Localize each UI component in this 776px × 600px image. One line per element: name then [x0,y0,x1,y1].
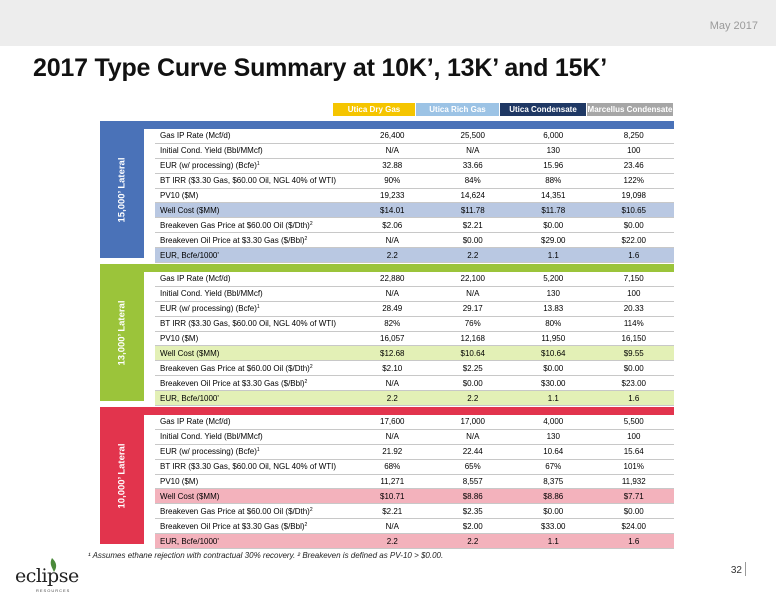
row-label-text: PV10 ($M) [160,334,199,343]
row-label [155,203,352,218]
footnote: ¹ Assumes ethane rejection with contractual 30% recovery. ² Breakeven is defined as PV-10 > $0.00. [88,551,444,560]
row-label [155,272,352,286]
row-label-text: Initial Cond. Yield (Bbl/MMcf) [160,432,263,442]
column-header-utica-rich-gas: Utica Rich Gas [416,103,499,116]
row-label-text: EUR (w/ processing) (Bcfe) [160,447,257,457]
table-cell: 122% [594,173,675,188]
table-cell: 32.88 [352,158,433,173]
row-label [155,301,352,316]
row-label-text: Breakeven Gas Price at $60.00 Oil ($/Dth) [160,506,310,516]
table-cell: $8.86 [433,489,514,504]
row-label [155,519,352,534]
table-cell: 1.6 [594,248,675,263]
table-cell: 1.1 [513,391,594,406]
row-label [155,286,352,301]
row-label [155,331,352,346]
table-cell: 21.92 [352,444,433,459]
row-label [155,504,352,519]
table-row [155,286,674,301]
row-label [155,218,352,233]
table-cell: 8,250 [594,129,675,143]
section-13000-lateral [100,264,674,401]
row-label [155,415,352,429]
row-label-text: PV10 ($M) [160,191,199,200]
table-row [155,519,674,534]
table-cell: $33.00 [513,519,594,534]
table-cell: $10.64 [433,346,514,361]
table-cell: $0.00 [594,504,675,519]
row-label-text: Gas IP Rate (Mcf/d) [160,131,231,141]
table-cell: $2.06 [352,218,433,233]
row-label [155,459,352,474]
table-cell: 130 [513,286,594,301]
table-cell: $0.00 [433,376,514,391]
row-label-text: Well Cost ($MM) [160,491,220,501]
table-cell: 22,100 [433,272,514,286]
table-cell: $8.86 [513,489,594,504]
table-cell: 16,057 [352,331,433,346]
table-cell: N/A [352,286,433,301]
row-label [155,346,352,361]
row-label [155,376,352,391]
table-cell: N/A [433,429,514,444]
section-top-band [144,121,674,129]
table-cell: $2.10 [352,361,433,376]
table-cell: $0.00 [433,233,514,248]
row-label [155,361,352,376]
table-row [155,173,674,188]
table-row [155,188,674,203]
table-row [155,444,674,459]
footnote-marker: 2 [309,506,313,513]
table-cell: N/A [352,143,433,158]
table-cell: 11,950 [513,331,594,346]
row-label [155,129,352,143]
footnote-marker: 1 [256,304,260,311]
table-cell: 14,351 [513,188,594,203]
row-label-text: EUR (w/ processing) (Bcfe) [160,304,257,314]
table-cell: 101% [594,459,675,474]
row-label-text: Well Cost ($MM) [160,348,220,358]
row-label-text: Breakeven Oil Price at $3.30 Gas ($/Bbl) [160,378,305,388]
table-row [155,129,674,143]
row-label [155,248,352,263]
section-side-bar [100,407,144,544]
table-cell: N/A [433,143,514,158]
row-label-text: Gas IP Rate (Mcf/d) [160,274,231,284]
table-cell: 17,600 [352,415,433,429]
section-side-bar [100,264,144,401]
row-label-text: Initial Cond. Yield (Bbl/MMcf) [160,289,263,299]
row-label-text: Well Cost ($MM) [160,205,220,215]
row-label [155,188,352,203]
table-cell: 11,271 [352,474,433,489]
section-top-band [144,264,674,272]
table-row [155,233,674,248]
table-cell: 11,932 [594,474,675,489]
table-row [155,415,674,429]
table-cell: 2.2 [433,534,514,549]
table-cell: N/A [352,233,433,248]
section-top-band [144,407,674,415]
table-cell: $9.55 [594,346,675,361]
column-header-marcellus-condensate: Marcellus Condensate [587,105,673,114]
row-label-text: Gas IP Rate (Mcf/d) [160,417,231,427]
section-label: 10,000’ Lateral [116,443,128,508]
table-cell: 15.64 [594,444,675,459]
row-label-text: BT IRR ($3.30 Gas, $60.00 Oil, NGL 40% of WTI) [160,319,337,329]
table-cell: 10.64 [513,444,594,459]
table-row [155,143,674,158]
table-cell: N/A [352,376,433,391]
row-label-text: EUR, Bcfe/1000' [160,393,219,403]
row-label-text: Initial Cond. Yield (Bbl/MMcf) [160,146,263,156]
table-row [155,391,674,406]
table-row [155,489,674,504]
page-number-divider [745,562,746,576]
row-label-text: EUR, Bcfe/1000' [160,536,219,546]
table-cell: $11.78 [433,203,514,218]
row-label [155,489,352,504]
footnote-marker: 2 [309,220,313,227]
row-label-text: EUR (w/ processing) (Bcfe) [160,161,257,171]
table-cell: $0.00 [594,218,675,233]
table-cell: 2.2 [352,391,433,406]
table-row [155,459,674,474]
table-cell: 12,168 [433,331,514,346]
table-cell: 7,150 [594,272,675,286]
table-cell: 114% [594,316,675,331]
table-cell: 130 [513,429,594,444]
row-label [155,143,352,158]
table-row [155,504,674,519]
table-cell: $23.00 [594,376,675,391]
table-row [155,272,674,286]
table-cell: 22.44 [433,444,514,459]
table-row [155,248,674,263]
footnote-marker: 2 [304,235,308,242]
row-label-text: Breakeven Oil Price at $3.30 Gas ($/Bbl) [160,235,305,245]
table-cell: $2.00 [433,519,514,534]
footnote-marker: 2 [304,521,308,528]
table-cell: 15.96 [513,158,594,173]
footnote-marker: 2 [309,363,313,370]
table-cell: 5,500 [594,415,675,429]
table-cell: 76% [433,316,514,331]
table-cell: 100 [594,429,675,444]
row-label [155,534,352,549]
row-label-text: Breakeven Oil Price at $3.30 Gas ($/Bbl) [160,521,305,531]
table-cell: 4,000 [513,415,594,429]
table-cell: 5,200 [513,272,594,286]
footnote-marker: 1 [256,447,260,454]
table-cell: 22,880 [352,272,433,286]
table-cell: 100 [594,286,675,301]
table-cell: $2.21 [433,218,514,233]
table-cell: $30.00 [513,376,594,391]
row-label [155,391,352,406]
table-cell: 16,150 [594,331,675,346]
table-row [155,474,674,489]
table-cell: 28.49 [352,301,433,316]
table-row [155,301,674,316]
table-cell: 90% [352,173,433,188]
column-header-utica-dry-gas: Utica Dry Gas [333,103,415,116]
table-cell: $0.00 [513,504,594,519]
footnote-marker: 1 [256,161,260,168]
table-cell: 19,098 [594,188,675,203]
table-cell: $10.64 [513,346,594,361]
section-label: 15,000’ Lateral [116,157,128,222]
table-cell: N/A [433,286,514,301]
table-cell: 8,557 [433,474,514,489]
table-cell: $22.00 [594,233,675,248]
table-cell: 23.46 [594,158,675,173]
table-cell: $12.68 [352,346,433,361]
footnote-marker: 2 [304,378,308,385]
table-cell: 88% [513,173,594,188]
table-cell: $29.00 [513,233,594,248]
table-cell: 29.17 [433,301,514,316]
table-row [155,534,674,549]
row-label [155,233,352,248]
table-cell: 84% [433,173,514,188]
column-header-utica-condensate: Utica Condensate [500,103,586,116]
row-label [155,316,352,331]
table-row [155,376,674,391]
table-cell: 13.83 [513,301,594,316]
table-cell: 68% [352,459,433,474]
metrics-table [155,272,674,406]
table-cell: 82% [352,316,433,331]
table-cell: $7.71 [594,489,675,504]
row-label-text: BT IRR ($3.30 Gas, $60.00 Oil, NGL 40% of WTI) [160,176,337,186]
row-label-text: Breakeven Gas Price at $60.00 Oil ($/Dth) [160,220,310,230]
row-label [155,158,352,173]
table-cell: $11.78 [513,203,594,218]
table-cell: $10.71 [352,489,433,504]
logo-wordmark: eclipse [15,565,79,587]
table-cell: 6,000 [513,129,594,143]
table-cell: 100 [594,143,675,158]
table-cell: 67% [513,459,594,474]
table-cell: $0.00 [594,361,675,376]
section-15000-lateral [100,121,674,258]
table-cell: 1.6 [594,534,675,549]
table-cell: 80% [513,316,594,331]
table-cell: $10.65 [594,203,675,218]
table-cell: N/A [352,429,433,444]
table-cell: 1.1 [513,534,594,549]
row-label [155,173,352,188]
table-cell: $0.00 [513,218,594,233]
table-cell: 8,375 [513,474,594,489]
table-cell: 2.2 [433,248,514,263]
row-label-text: BT IRR ($3.30 Gas, $60.00 Oil, NGL 40% of WTI) [160,462,337,472]
table-cell: $24.00 [594,519,675,534]
logo-subtext: RESOURCES [36,588,71,593]
table-cell: 14,624 [433,188,514,203]
table-row [155,218,674,233]
table-cell: 17,000 [433,415,514,429]
section-10000-lateral [100,407,674,544]
table-cell: 33.66 [433,158,514,173]
table-cell: $0.00 [513,361,594,376]
table-cell: 65% [433,459,514,474]
table-row [155,429,674,444]
row-label-text: Breakeven Gas Price at $60.00 Oil ($/Dth) [160,363,310,373]
table-row [155,346,674,361]
table-cell: $2.25 [433,361,514,376]
table-cell: $2.35 [433,504,514,519]
slide-date: May 2017 [709,20,758,32]
row-label [155,474,352,489]
table-cell: 2.2 [352,534,433,549]
table-row [155,331,674,346]
table-row [155,316,674,331]
table-cell: 2.2 [433,391,514,406]
table-cell: 19,233 [352,188,433,203]
row-label-text: PV10 ($M) [160,477,199,486]
page-number: 32 [730,565,742,576]
row-label [155,444,352,459]
row-label-text: EUR, Bcfe/1000' [160,250,219,260]
table-cell: 1.1 [513,248,594,263]
table-cell: 2.2 [352,248,433,263]
row-label [155,429,352,444]
section-label: 13,000’ Lateral [116,300,128,365]
table-cell: 1.6 [594,391,675,406]
top-band [0,0,776,46]
metrics-table [155,129,674,263]
table-row [155,361,674,376]
table-cell: N/A [352,519,433,534]
table-row [155,203,674,218]
metrics-table [155,415,674,549]
table-cell: $14.01 [352,203,433,218]
table-cell: 25,500 [433,129,514,143]
section-side-bar [100,121,144,258]
table-cell: 130 [513,143,594,158]
table-cell: 26,400 [352,129,433,143]
table-cell: $2.21 [352,504,433,519]
table-row [155,158,674,173]
slide-title: 2017 Type Curve Summary at 10K’, 13K’ and 15K’ [33,54,607,82]
table-cell: 20.33 [594,301,675,316]
